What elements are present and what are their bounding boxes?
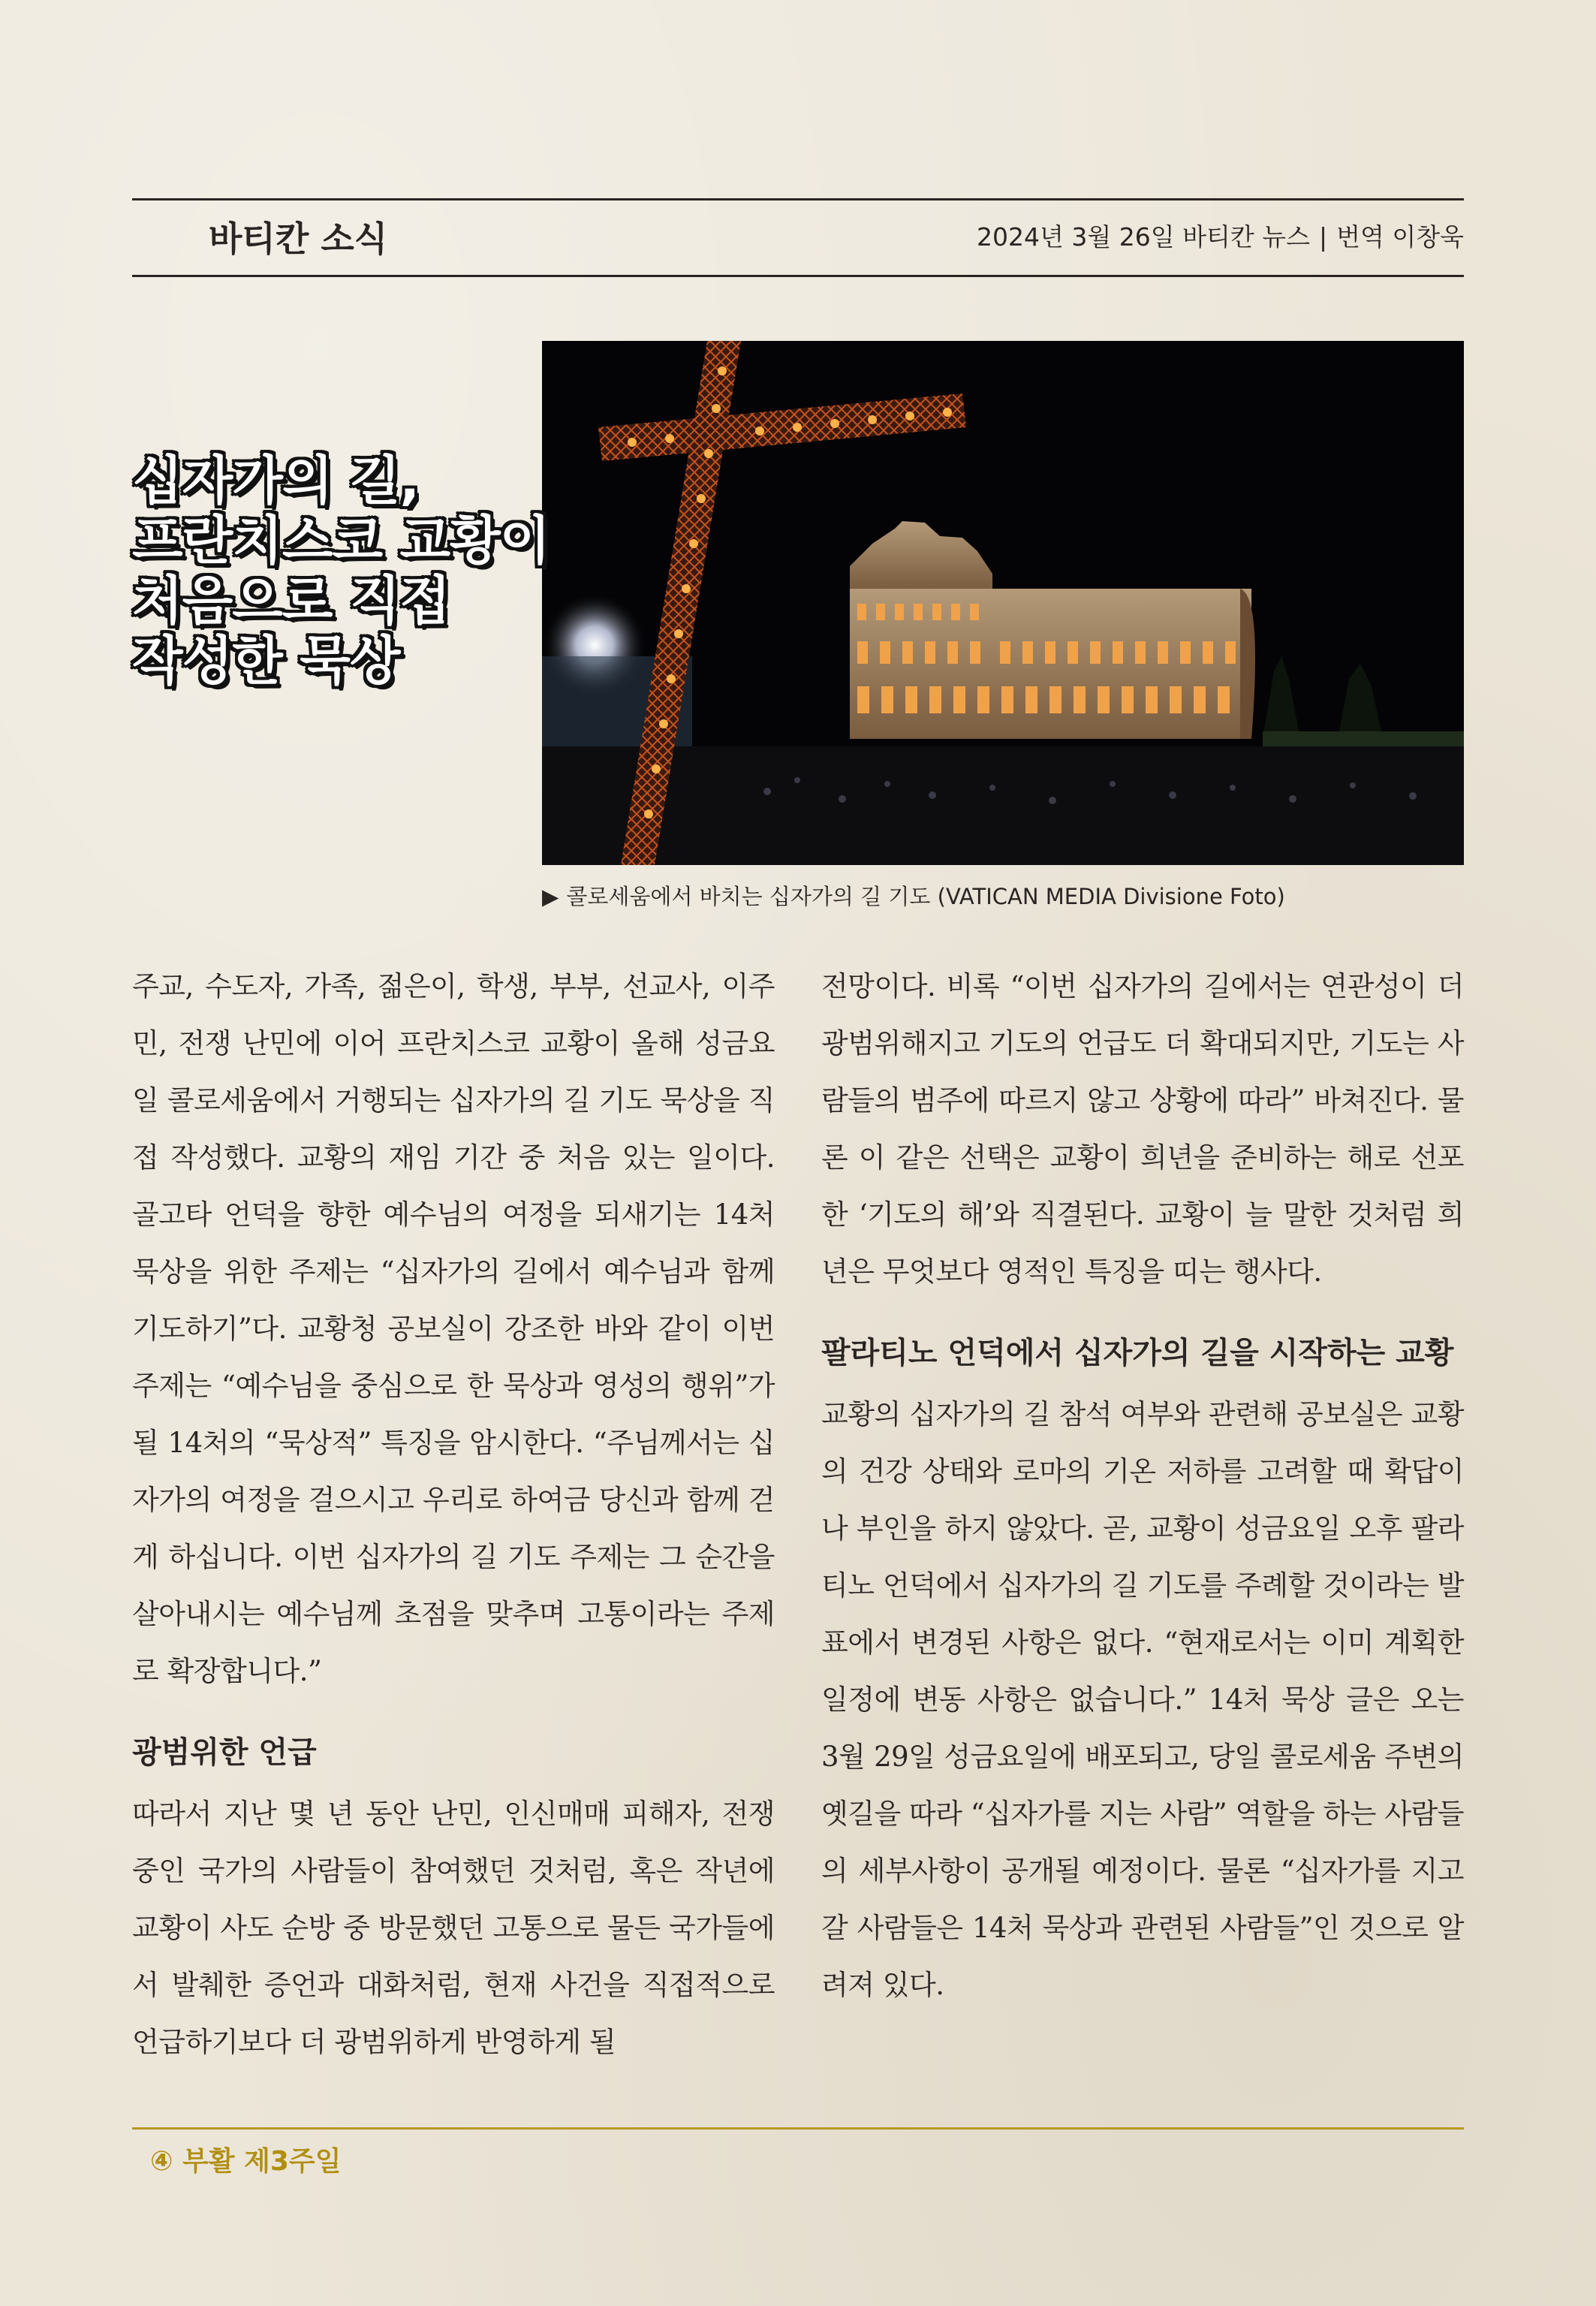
paragraph: 주교, 수도자, 가족, 젊은이, 학생, 부부, 선교사, 이주민, 전쟁 난민에 이어 프란치스코 교황이 올해 성금요일 콜로세움에서 거행되는 십자가의 길 기도 묵상을 직접 작성했다. 교황의 재임 기간 중 처음 있는 일이다. 골고타 언덕을 향한 예수님의 여정을 되새기는 14처 묵상을 위한 주제는 “십자가의 길에서 예수님과 함께 기도하기”다. 교황청 공보실이 강조한 바와 같이 이번 주제는 “예수님을 중심으로 한 묵상과 영성의 행위”가 될 14처의 “묵상적” 특징을 암시한다. “주님께서는 십자가의 여정을 걸으시고 우리로 하여금 당신과 함께 걷게 하십니다. 이번 십자가의 길 기도 주제는 그 순간을 살아내시는 예수님께 초점을 맞추며 고통이라는 주제로 확장합니다.” — [132, 970, 775, 1687]
caption-text: 콜로세움에서 바치는 십자가의 길 기도 (VATICAN MEDIA Divisione Foto) — [566, 884, 1285, 909]
footer-rule — [132, 2127, 1464, 2130]
header-bottom-rule — [132, 275, 1464, 277]
paragraph: 전망이다. 비록 “이번 십자가의 길에서는 연관성이 더 광범위해지고 기도의 언급도 더 확대되지만, 기도는 사람들의 범주에 따르지 않고 상황에 따라” 바쳐진다. 물론 이 같은 선택은 교황이 희년을 준비하는 해로 선포한 ‘기도의 해’와 직결된다. 교황이 늘 말한 것처럼 희년은 무엇보다 영적인 특징을 띠는 행사다. — [821, 970, 1464, 1288]
section-title: 바티칸 소식 — [209, 219, 388, 259]
caption-marker-icon: ▶ — [542, 884, 559, 909]
headline-line: 작성한 묵상 — [132, 630, 400, 692]
paragraph: 교황의 십자가의 길 참석 여부와 관련해 공보실은 교황의 건강 상태와 로마의 기온 저하를 고려할 때 확답이나 부인을 하지 않았다. 곧, 교황이 성금요일 오후 팔라티노 언덕에서 십자가의 길 기도를 주례할 것이라는 발표에서 변경된 사항은 없다. “현재로서는 이미 계획한 일정에 변동 사항은 없습니다.” 14처 묵상 글은 오는 3월 29일 성금요일에 배포되고, 당일 콜로세움 주변의 옛길을 따라 “십자가를 지는 사람” 역할을 하는 사람들의 세부사항이 공개될 예정이다. 물론 “십자가를 지고 갈 사람들은 14처 묵상과 관련된 사람들”인 것으로 알려져 있다. — [821, 1398, 1464, 2001]
subheading: 광범위한 언급 — [132, 1735, 317, 1770]
headline-line: 프란치스코 교황이 — [132, 510, 550, 571]
byline — [977, 218, 1464, 253]
subheading: 팔라티노 언덕에서 십자가의 길을 시작하는 교황 — [821, 1336, 1454, 1370]
translator: 번역 이창욱 — [1336, 222, 1464, 252]
headline-line: 십자가의 길, — [132, 450, 420, 511]
byline-separator: | — [1318, 222, 1328, 252]
article-photo — [542, 341, 1464, 865]
photo-caption — [542, 880, 1285, 911]
article-column-right — [821, 958, 1464, 2014]
article-column-left — [132, 958, 775, 2071]
top-rule — [132, 198, 1464, 200]
article-headline — [132, 451, 658, 691]
paragraph: 따라서 지난 몇 년 동안 난민, 인신매매 피해자, 전쟁 중인 국가의 사람들이 참여했던 것처럼, 혹은 작년에 교황이 사도 순방 중 방문했던 고통으로 물든 국가들에서 발췌한 증언과 대화처럼, 현재 사건을 직접적으로 언급하기보다 더 광범위하게 반영하게 될 — [132, 1798, 775, 2058]
date-source: 2024년 3월 26일 바티칸 뉴스 — [977, 222, 1310, 252]
headline-line: 처음으로 직접 — [132, 570, 450, 632]
page-footer-label: ④ 부활 제3주일 — [150, 2146, 342, 2177]
